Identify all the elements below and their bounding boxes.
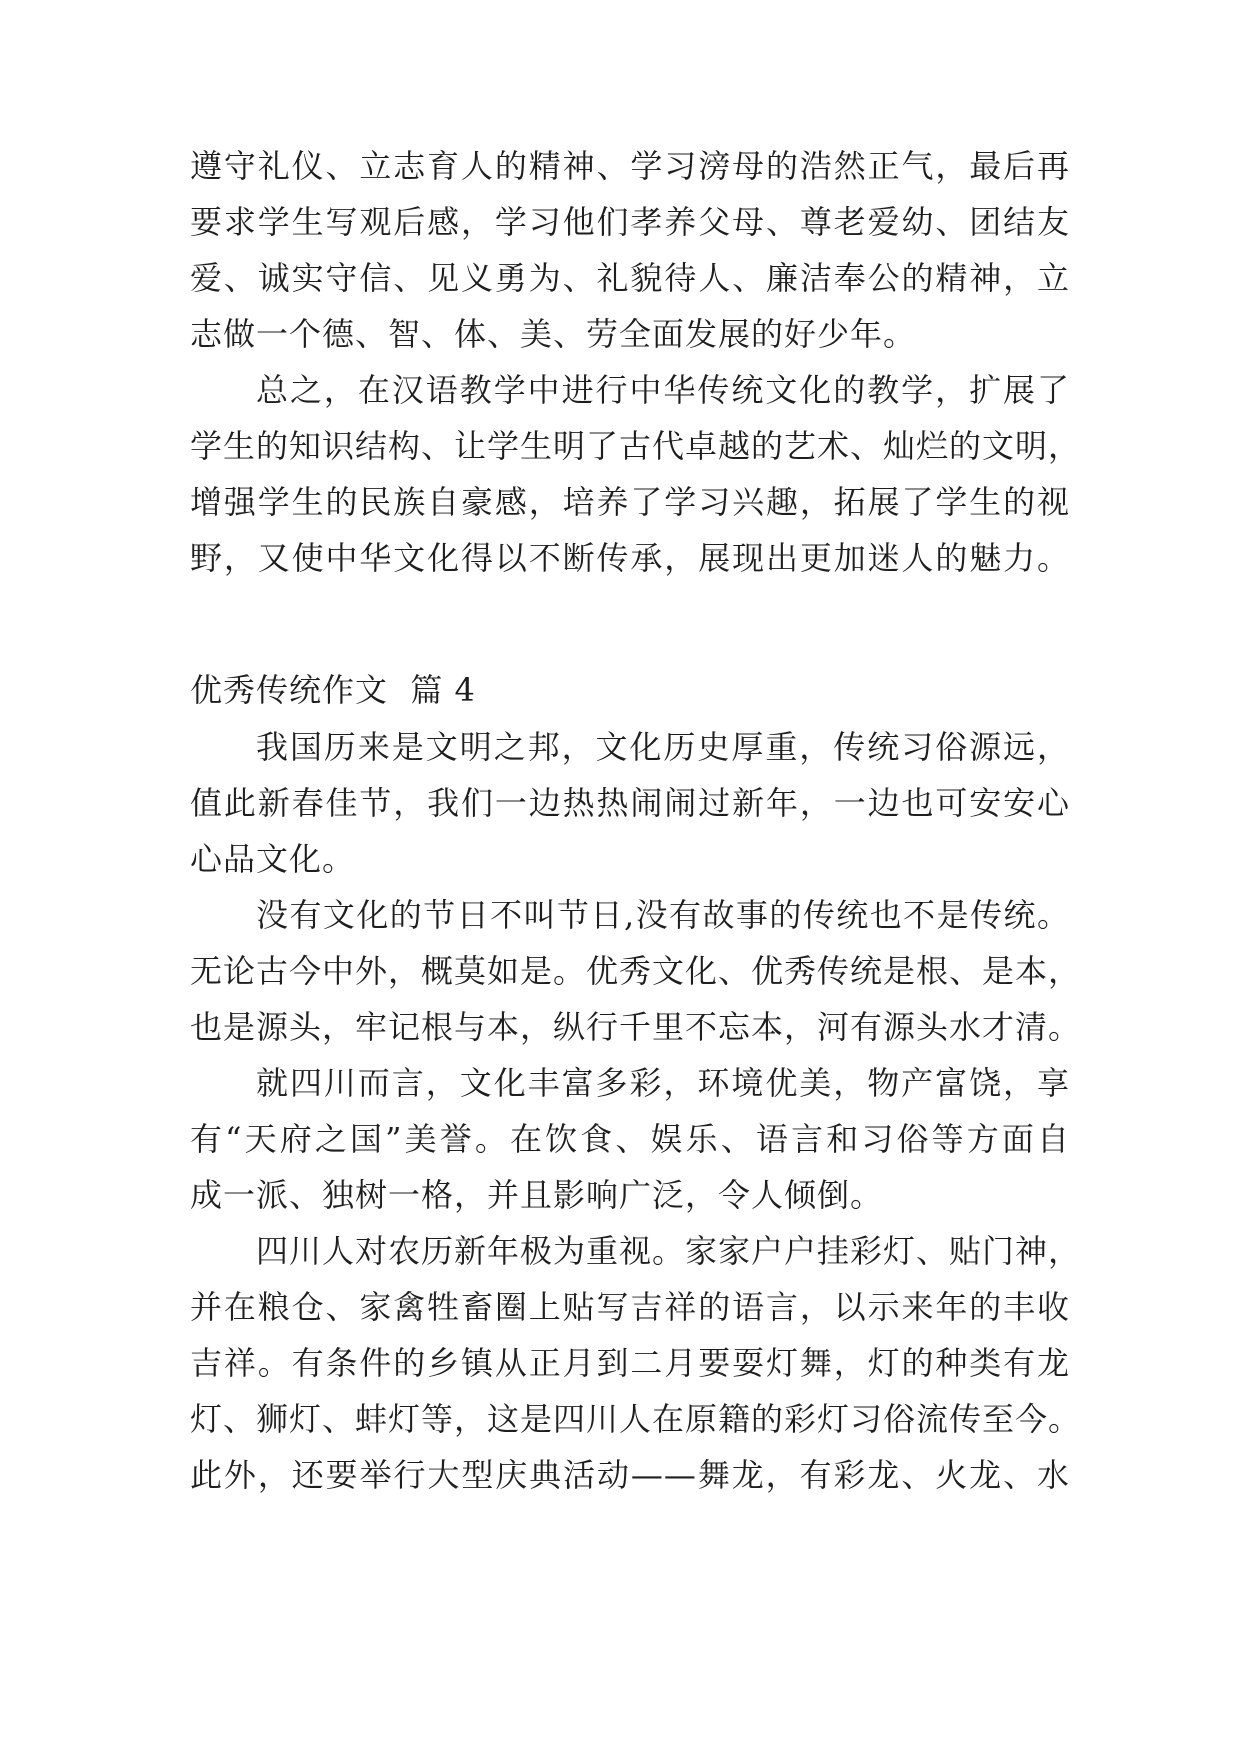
paragraph-line: 我国历来是文明之邦，文化历史厚重，传统习俗源远， [256,728,1070,766]
paragraph-line: 要求学生写观后感，学习他们孝养父母、尊老爱幼、团结友 [190,203,1070,241]
section-heading: 优秀传统作文 篇 4 [190,671,476,709]
paragraph-line: 灯、狮灯、蚌灯等，这是四川人在原籍的彩灯习俗流传至今。 [190,1400,1082,1438]
paragraph-line: 四川人对农历新年极为重视。家家户户挂彩灯、贴门神， [256,1232,1082,1270]
paragraph-line: 吉祥。有条件的乡镇从正月到二月要耍灯舞，灯的种类有龙 [190,1344,1070,1382]
paragraph-line: 此外，还要举行大型庆典活动——舞龙，有彩龙、火龙、水 [190,1456,1070,1494]
paragraph-line: 值此新春佳节，我们一边热热闹闹过新年，一边也可安安心 [190,784,1070,822]
paragraph-line: 并在粮仓、家禽牲畜圈上贴写吉祥的语言，以示来年的丰收 [190,1288,1070,1326]
paragraph-line: 无论古今中外，概莫如是。优秀文化、优秀传统是根、是本， [190,952,1082,990]
paragraph-line: 野，又使中华文化得以不断传承，展现出更加迷人的魅力。 [190,539,1070,577]
paragraph-line: 增强学生的民族自豪感，培养了学习兴趣，拓展了学生的视 [190,483,1070,521]
paragraph-line: 心品文化。 [190,840,356,878]
paragraph-line: 没有文化的节日不叫节日,没有故事的传统也不是传统。 [256,896,1070,934]
paragraph-line: 总之，在汉语教学中进行中华传统文化的教学，扩展了 [256,371,1070,409]
paragraph-line: 成一派、独树一格，并且影响广泛，令人倾倒。 [190,1176,884,1214]
paragraph-line: 就四川而言，文化丰富多彩，环境优美，物产富饶，享 [256,1064,1070,1102]
paragraph-line: 爱、诚实守信、见义勇为、礼貌待人、廉洁奉公的精神，立 [190,259,1070,297]
paragraph-line: 遵守礼仪、立志育人的精神、学习滂母的浩然正气，最后再 [190,147,1070,185]
paragraph-line: 志做一个德、智、体、美、劳全面发展的好少年。 [190,315,917,353]
paragraph-line: 有“天府之国”美誉。在饮食、娱乐、语言和习俗等方面自 [190,1120,1070,1158]
paragraph-line: 也是源头，牢记根与本，纵行千里不忘本，河有源头水才清。 [190,1008,1082,1046]
paragraph-line: 学生的知识结构、让学生明了古代卓越的艺术、灿烂的文明， [190,427,1082,465]
